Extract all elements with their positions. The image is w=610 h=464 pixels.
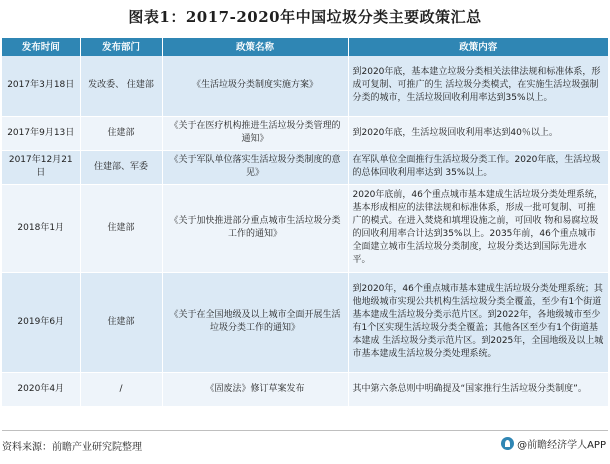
cell-content: 2020年底前，46个重点城市基本建成生活垃圾分类处理系统，基本形成相应的法律法规和标准体系，形成一批可复制、可推广的模式。在进入焚烧和填埋设施之前，可回收 物和易腐垃圾的回收利用率合计达到35%以上。2035年前，46个重点城市全面建立城市生活垃圾分类制度，垃圾分类达到国际先进水平。	[348, 184, 608, 272]
cell-dept: /	[80, 372, 162, 406]
header-date: 发布时间	[2, 38, 80, 56]
source-note: 资料来源：前瞻产业研究院整理	[2, 442, 142, 453]
cell-name: 《关于加快推进部分重点城市生活垃圾分类工作的通知》	[162, 184, 348, 272]
cell-name: 《关于在医疗机构推进生活垃圾分类管理的通知》	[162, 116, 348, 150]
table-row	[2, 56, 608, 116]
brand-credit	[501, 436, 606, 451]
header-content: 政策内容	[348, 38, 608, 56]
table-row	[2, 150, 608, 184]
cell-dept: 住建部	[80, 116, 162, 150]
cell-name: 《生活垃圾分类制度实施方案》	[162, 56, 348, 116]
table-row	[2, 272, 608, 372]
table-header-row	[2, 38, 608, 56]
cell-date: 2017年9月13日	[2, 116, 80, 150]
cell-dept: 住建部、军委	[80, 150, 162, 184]
cell-dept: 住建部	[80, 272, 162, 372]
table-row	[2, 116, 608, 150]
cell-content: 在军队单位全面推行生活垃圾分类工作。2020年底，生活垃圾的总体回收利用率达到 35%以上。	[348, 150, 608, 184]
cell-content: 其中第六条总则中明确提及“国家推行生活垃圾分类制度”。	[348, 372, 608, 406]
cell-content: 到2020年底，生活垃圾回收利用率达到40％以上。	[348, 116, 608, 150]
table-row	[2, 184, 608, 272]
cell-date: 2017年3月18日	[2, 56, 80, 116]
cell-dept: 发改委、 住建部	[80, 56, 162, 116]
table-row	[2, 372, 608, 406]
policy-table	[2, 38, 608, 407]
cell-content: 到2020年底，基本建立垃圾分类相关法律法规和标准体系，形成可复制、可推广的生 活垃圾分类模式，在实施生活垃圾强制分类的城市，生活垃圾回收利用率达到35%以上。	[348, 56, 608, 116]
header-name: 政策名称	[162, 38, 348, 56]
chart-title: 图表1：2017-2020年中国垃圾分类主要政策汇总	[128, 8, 482, 26]
cell-name: 《固废法》修订草案发布	[162, 372, 348, 406]
brand-logo-icon	[501, 437, 514, 450]
brand-label: @前瞻经济学人APP	[517, 440, 606, 451]
cell-date: 2019年6月	[2, 272, 80, 372]
header-dept: 发布部门	[80, 38, 162, 56]
cell-content: 到2020年，46个重点城市基本建成生活垃圾分类处理系统；其他地级城市实现公共机构生活垃圾分类全覆盖，至少有1个街道基本建成生活垃圾分类示范片区。到2022年，各地级城市至少有1个区实现生活垃圾分类全覆盖；其他各区至少有1个街道基本建成 生活垃圾分类示范片区。到2025年，全国地级及以上城市基本建成生活垃圾分类处理系统。	[348, 272, 608, 372]
cell-date: 2017年12月21日	[2, 150, 80, 184]
footer-divider	[2, 430, 608, 431]
cell-date: 2018年1月	[2, 184, 80, 272]
cell-name: 《关于军队单位落实生活垃圾分类制度的意见》	[162, 150, 348, 184]
cell-date: 2020年4月	[2, 372, 80, 406]
cell-name: 《关于在全国地级及以上城市全面开展生活垃圾分类工作的通知》	[162, 272, 348, 372]
cell-dept: 住建部	[80, 184, 162, 272]
